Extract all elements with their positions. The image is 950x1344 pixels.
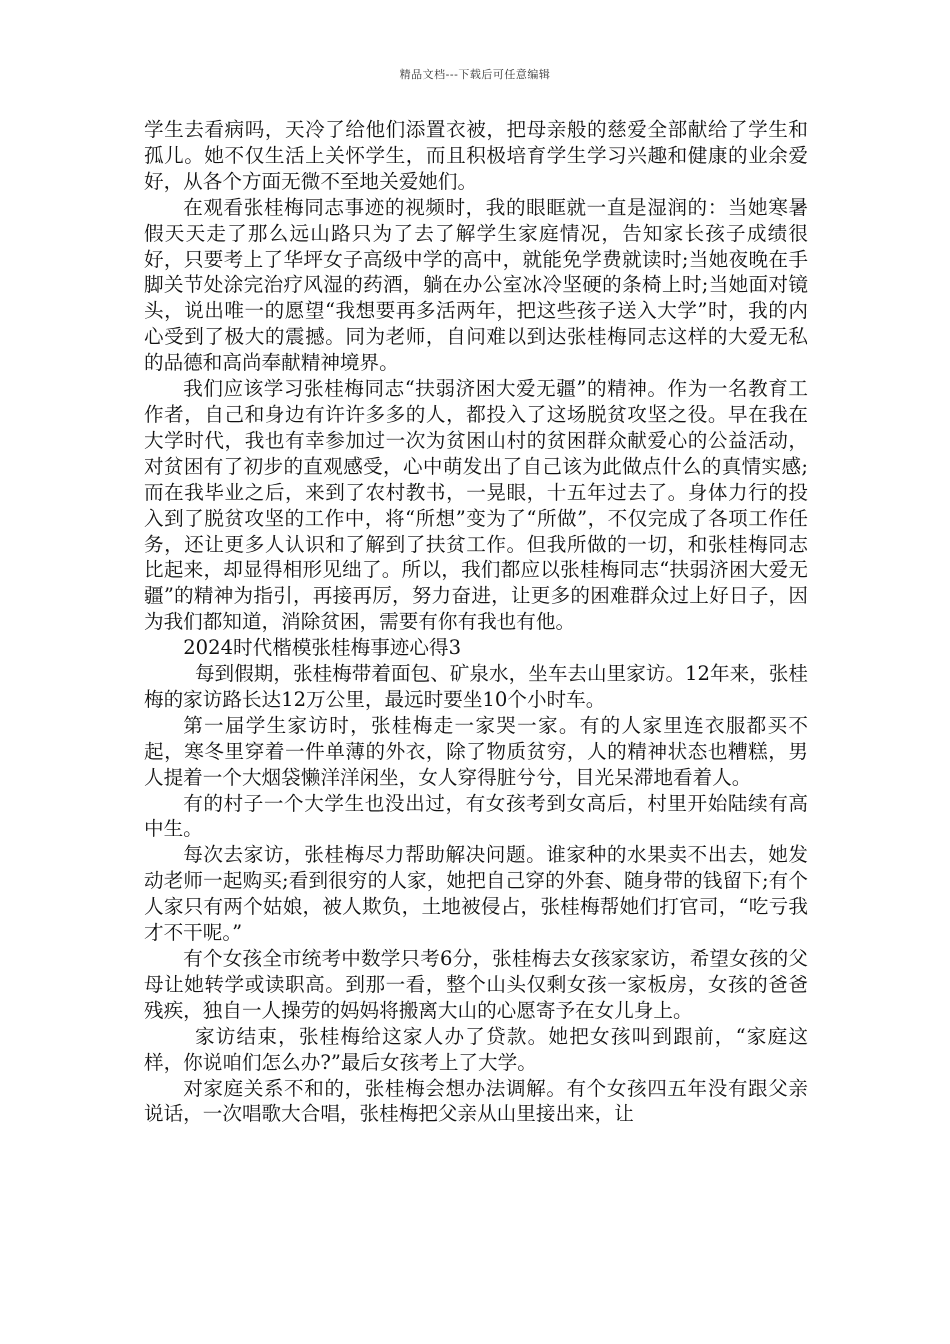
document-body [144,117,808,1127]
paragraph: 家访结束，张桂梅给这家人办了贷款。她把女孩叫到跟前，“家庭这样，你说咱们怎么办?”最后女孩考上了大学。 [144,1024,808,1074]
paragraph: 每到假期，张桂梅带着面包、矿泉水，坐车去山里家访。12年来，张桂梅的家访路长达12万公里，最远时要坐10个小时车。 [144,662,808,711]
paragraph: 第一届学生家访时，张桂梅走一家哭一家。有的人家里连衣服都买不起，寒冬里穿着一件单薄的外衣，除了物质贫穷，人的精神状态也糟糕，男人提着一个大烟袋懒洋洋闲坐，女人穿得脏兮兮，目光呆滞地看着人。 [144,713,808,789]
paragraph: 我们应该学习张桂梅同志“扶弱济困大爱无疆”的精神。作为一名教育工作者，自己和身边有许许多多的人，都投入了这场脱贫攻坚之役。早在我在大学时代，我也有幸参加过一次为贫困山村的贫困群众献爱心的公益活动，对贫困有了初步的直观感受，心中萌发出了自己该为此做点什么的真情实感;而在我毕业之后，来到了农村教书，一晃眼，十五年过去了。身体力行的投入到了脱贫攻坚的工作中，将“所想”变为了“所做”，不仅完成了各项工作任务，还让更多人认识和了解到了扶贫工作。但我所做的一切，和张桂梅同志比起来，却显得相形见绌了。所以，我们都应以张桂梅同志“扶弱济困大爱无疆”的精神为指引，再接再厉，努力奋进，让更多的困难群众过上好日子，因为我们都知道，消除贫困，需要有你有我也有他。 [144,377,808,634]
paragraph: 每次去家访，张桂梅尽力帮助解决问题。谁家种的水果卖不出去，她发动老师一起购买;看到很穷的人家，她把自己穿的外套、随身带的钱留下;有个人家只有两个姑娘，被人欺负，土地被侵占，张桂梅帮她们打官司，“吃亏我才不干呢。” [144,843,808,945]
paragraph: 对家庭关系不和的，张桂梅会想办法调解。有个女孩四五年没有跟父亲说话，一次唱歌大合唱，张桂梅把父亲从山里接出来，让 [144,1076,808,1126]
paragraph: 有个女孩全市统考中数学只考6分，张桂梅去女孩家家访，希望女孩的父母让她转学或读职高。到那一看，整个山头仅剩女孩一家板房，女孩的爸爸残疾，独自一人操劳的妈妈将搬离大山的心愿寄予在女儿身上。 [144,947,808,1022]
paragraph: 学生去看病吗，天冷了给他们添置衣被，把母亲般的慈爱全部献给了学生和孤儿。她不仅生活上关怀学生，而且积极培育学生学习兴趣和健康的业余爱好，从各个方面无微不至地关爱她们。 [144,118,808,193]
paragraph: 有的村子一个大学生也没出过，有女孩考到女高后，村里开始陆续有高中生。 [144,791,808,841]
paragraph: 在观看张桂梅同志事迹的视频时，我的眼眶就一直是湿润的：当她寒暑假天天走了那么远山路只为了去了解学生家庭情况，告知家长孩子成绩很好，只要考上了华坪女子高级中学的高中，就能免学费就读时;当她夜晚在手脚关节处涂完治疗风湿的药酒，躺在办公室冰冷坚硬的条椅上时;当她面对镜头，说出唯一的愿望“我想要再多活两年，把这些孩子送入大学”时，我的内心受到了极大的震撼。同为老师，自问难以到达张桂梅同志这样的大爱无私的品德和高尚奉献精神境界。 [144,195,808,375]
page-header: 精品文档---下载后可任意编辑 [399,68,551,81]
section-heading: 2024时代楷模张桂梅事迹心得3 [183,636,462,660]
